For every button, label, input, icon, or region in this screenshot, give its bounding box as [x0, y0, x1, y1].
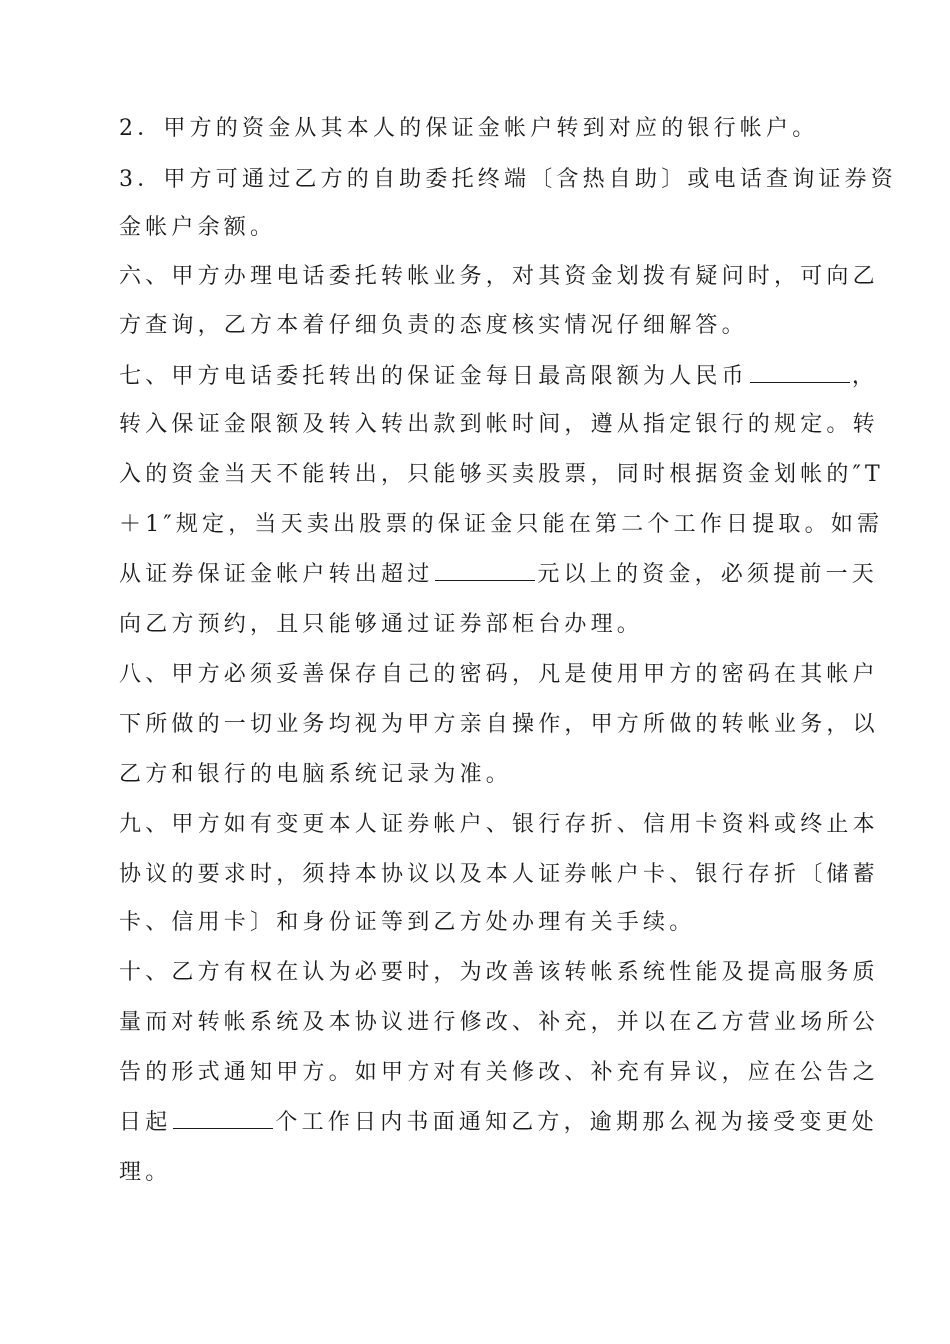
clause-9-line-1: 九、甲方如有变更本人证券帐户、银行存折、信用卡资料或终止本 [119, 812, 879, 837]
clause-7-line-1-text: 七、甲方电话委托转出的保证金每日最高限额为人民币 [119, 364, 748, 389]
clause-10-line-1: 十、乙方有权在认为必要时，为改善该转帐系统性能及提高服务质 [119, 960, 879, 985]
clause-9-line-2: 协议的要求时，须持本协议以及本人证券帐户卡、银行存折〔储蓄 [119, 862, 879, 887]
clause-6-line-1: 六、甲方办理电话委托转帐业务，对其资金划拨有疑问时，可向乙 [119, 264, 879, 289]
item-3-line-1: 3．甲方可通过乙方的自助委托终端〔含热自助〕或电话查询证券资 [119, 167, 897, 192]
clause-10-line-2: 量而对转帐系统及本协议进行修改、补充，并以在乙方营业场所公 [119, 1010, 879, 1035]
clause-7-line-3: 入的资金当天不能转出，只能够买卖股票，同时根据资金划帐的″T [119, 462, 884, 487]
clause-7-line-5 [119, 555, 879, 595]
clause-7-line-6: 向乙方预约，且只能够通过证券部柜台办理。 [119, 612, 644, 637]
clause-8-line-1: 八、甲方必须妥善保存自己的密码，凡是使用甲方的密码在其帐户 [119, 662, 879, 687]
clause-8-line-2: 下所做的一切业务均视为甲方亲自操作，甲方所做的转帐业务，以 [119, 712, 879, 737]
clause-8-line-3: 乙方和银行的电脑系统记录为准。 [119, 762, 513, 787]
item-2-line-1: 2．甲方的资金从其本人的保证金帐户转到对应的银行帐户。 [119, 116, 819, 141]
clause-10-line-4 [119, 1103, 879, 1143]
clause-7-line-4: ＋1″规定，当天卖出股票的保证金只能在第二个工作日提取。如需 [119, 512, 884, 537]
clause-7-line-5-text: 从证券保证金帐户转出超过 [119, 562, 434, 587]
clause-10-line-4-text: 日起 [119, 1110, 172, 1135]
clause-9-line-3: 卡、信用卡〕和身份证等到乙方处办理有关手续。 [119, 910, 696, 935]
workday-count-blank [173, 1106, 273, 1129]
daily-limit-blank [750, 360, 850, 383]
clause-10-line-3: 告的形式通知甲方。如甲方对有关修改、补充有异议，应在公告之 [119, 1060, 879, 1085]
clause-7-line-5-end: 元以上的资金，必须提前一天 [537, 562, 879, 587]
withdraw-amount-blank [435, 558, 535, 581]
clause-6-line-2: 方查询，乙方本着仔细负责的态度核实情况仔细解答。 [119, 313, 748, 338]
clause-10-line-5: 理。 [119, 1160, 172, 1185]
item-3-line-2: 金帐户余额。 [119, 215, 277, 240]
clause-10-line-4-end: 个工作日内书面通知乙方，逾期那么视为接受变更处 [275, 1110, 879, 1135]
clause-7-line-1 [119, 357, 879, 397]
clause-7-line-1-end: ， [851, 364, 879, 389]
clause-7-line-2: 转入保证金限额及转入转出款到帐时间，遵从指定银行的规定。转 [119, 412, 879, 437]
